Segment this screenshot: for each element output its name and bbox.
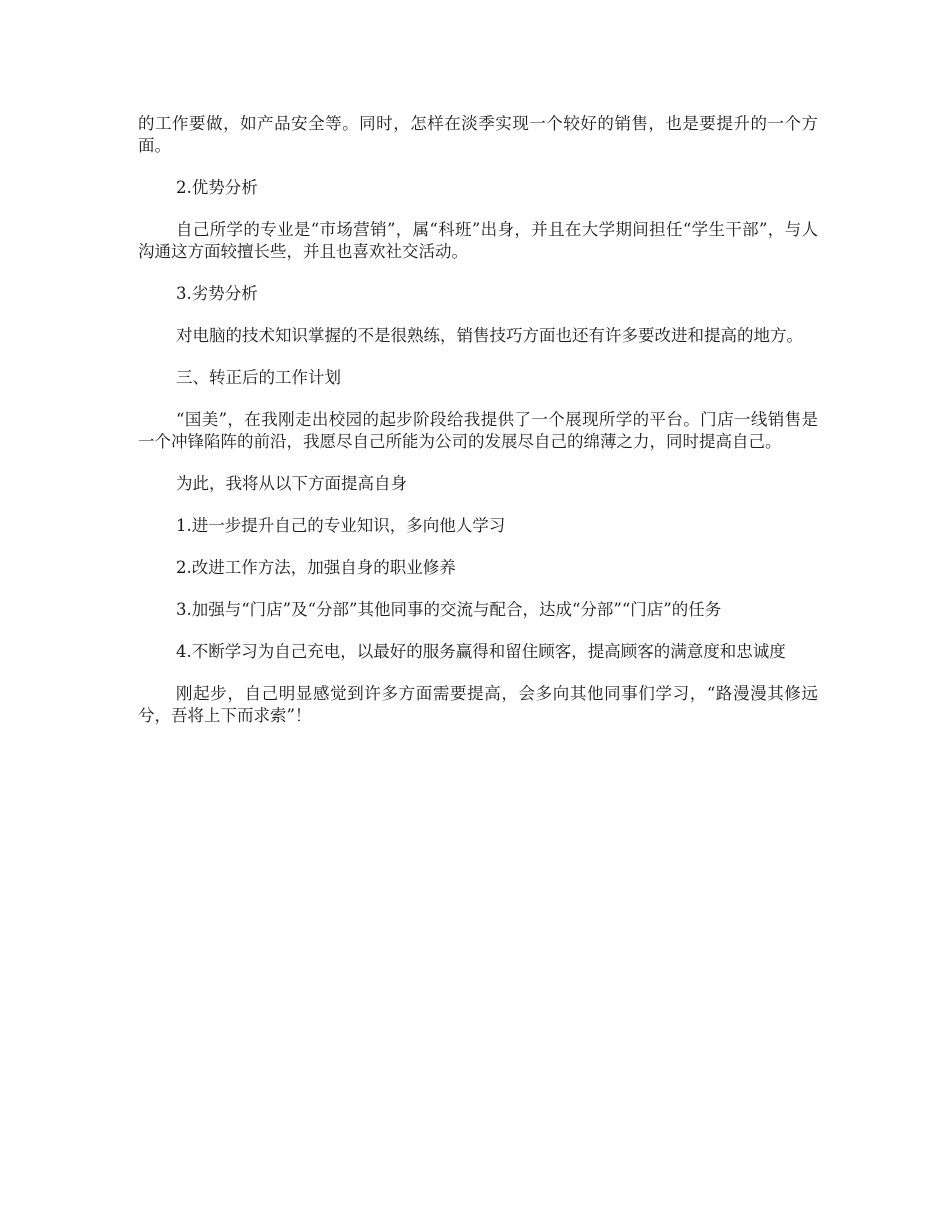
paragraph-closing: 刚起步，自己明显感觉到许多方面需要提高，会多向其他同事们学习，“路漫漫其修远兮，吾将上下而求索”！ [138,684,818,725]
heading-work-plan: 三、转正后的工作计划 [176,368,341,387]
paragraph-weaknesses: 对电脑的技术知识掌握的不是很熟练，销售技巧方面也还有许多要改进和提高的地方。 [176,326,803,345]
paragraph-continuation: 的工作要做，如产品安全等。同时，怎样在淡季实现一个较好的销售，也是要提升的一个方面。 [138,114,818,155]
list-item-4: 4.不断学习为自己充电，以最好的服务赢得和留住顾客，提高顾客的满意度和忠诚度 [176,642,786,661]
document-page [138,113,818,747]
paragraph-intro-list: 为此，我将从以下方面提高自身 [176,474,407,493]
heading-strengths: 2.优势分析 [176,178,258,197]
heading-weaknesses: 3.劣势分析 [176,284,258,303]
list-item-3: 3.加强与“门店”及“分部”其他同事的交流与配合，达成“分部”“门店”的任务 [176,600,722,619]
paragraph-strengths: 自己所学的专业是“市场营销”，属“科班”出身，并且在大学期间担任“学生干部”，与人沟通这方面较擅长些，并且也喜欢社交活动。 [138,220,818,261]
list-item-2: 2.改进工作方法，加强自身的职业修养 [176,558,456,577]
paragraph-gome: “国美”，在我刚走出校园的起步阶段给我提供了一个展现所学的平台。门店一线销售是一个冲锋陷阵的前沿，我愿尽自己所能为公司的发展尽自己的绵薄之力，同时提高自己。 [138,410,818,451]
list-item-1: 1.进一步提升自己的专业知识，多向他人学习 [176,516,506,535]
